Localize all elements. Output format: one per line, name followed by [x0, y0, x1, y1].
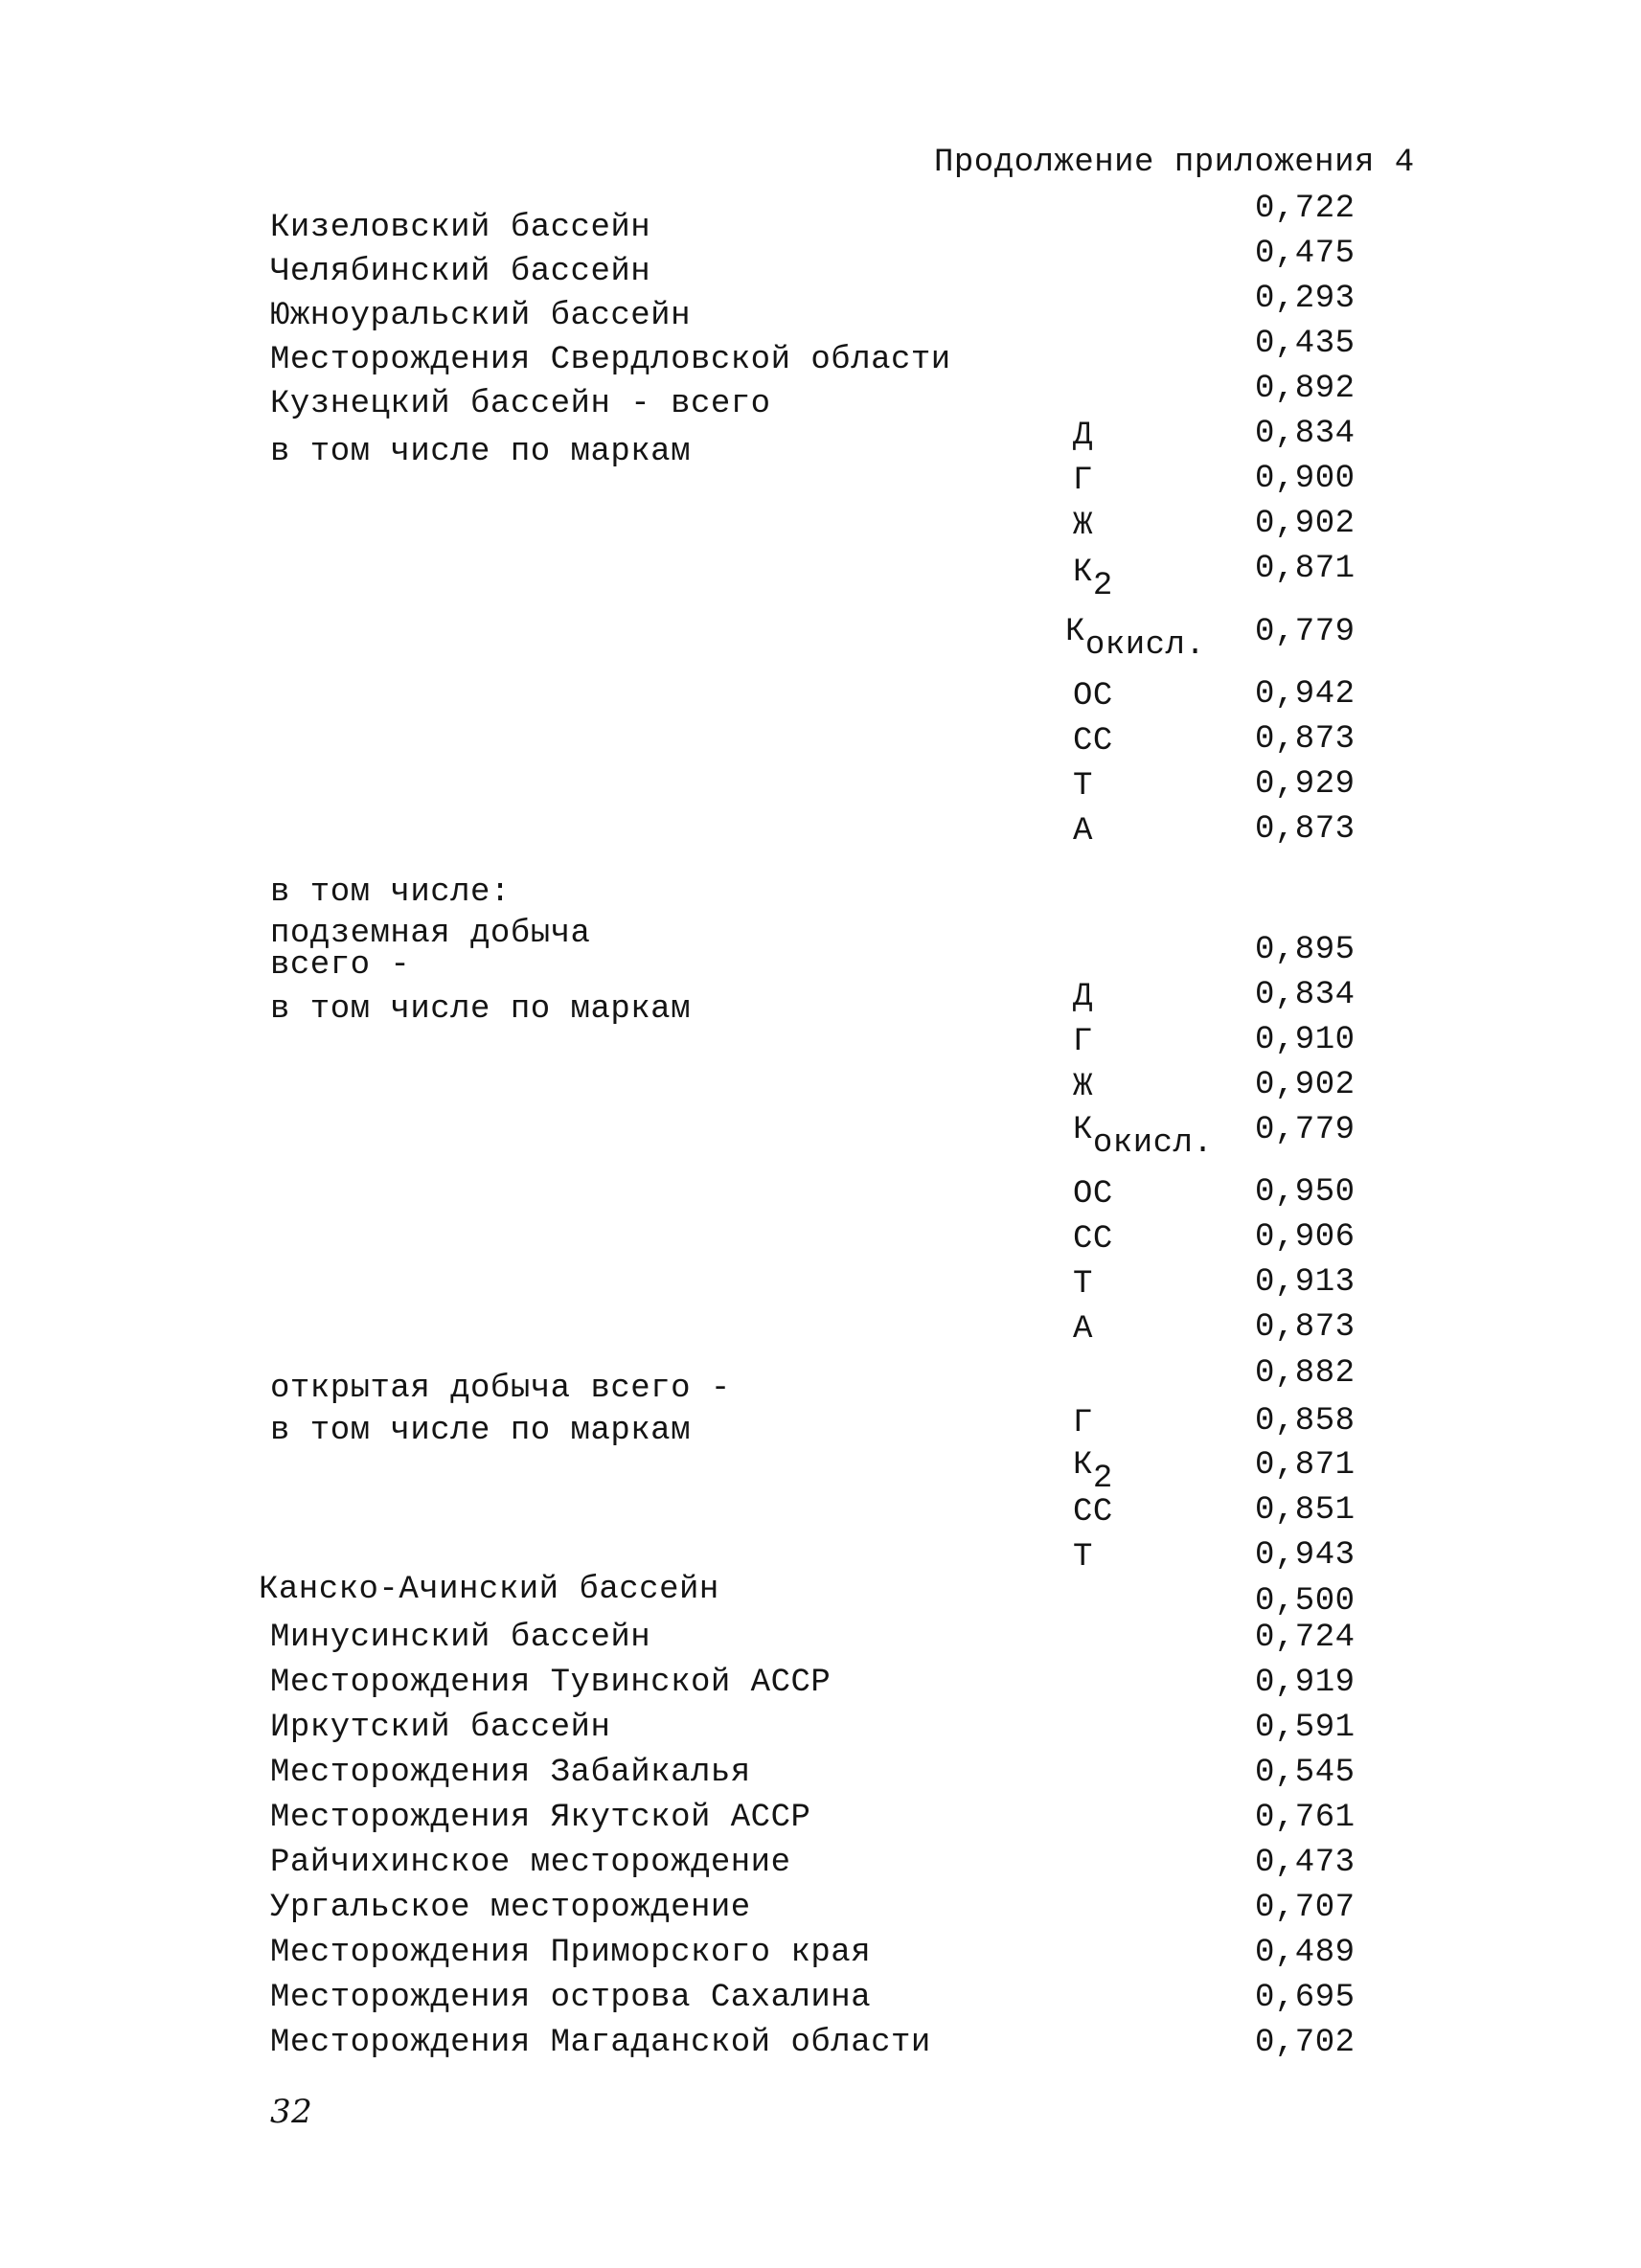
basin-label: Канско-Ачинский бассейн: [259, 1572, 719, 1608]
grade-mark: Ж: [1073, 508, 1093, 544]
grade-value: 0,902: [1255, 1067, 1356, 1103]
grade-mark: А: [1073, 813, 1093, 850]
underground-total-label: всего -: [270, 947, 411, 984]
grade-mark: Г: [1073, 463, 1093, 499]
grade-mark: Кокисл.: [1073, 1112, 1214, 1162]
basin-value: 0,475: [1255, 236, 1356, 272]
by-grade-label: в том числе по маркам: [270, 1413, 691, 1449]
grade-value: 0,929: [1255, 766, 1356, 803]
including-label: в том числе:: [270, 874, 511, 911]
grade-value: 0,910: [1255, 1022, 1356, 1058]
basin-value: 0,702: [1255, 2025, 1356, 2061]
grade-value: 0,873: [1255, 1309, 1356, 1346]
grade-value: 0,834: [1255, 977, 1356, 1013]
grade-mark-subscript: 2: [1092, 1461, 1113, 1497]
basin-label: Месторождения острова Сахалина: [270, 1980, 872, 2016]
grade-value: 0,871: [1255, 1447, 1356, 1484]
basin-label: Южноуральский бассейн: [270, 298, 691, 334]
basin-value: 0,500: [1255, 1583, 1356, 1620]
grade-mark: А: [1073, 1311, 1093, 1348]
grade-mark: Кокисл.: [1065, 614, 1206, 664]
grade-mark: К2: [1073, 1447, 1113, 1497]
basin-value: 0,695: [1255, 1980, 1356, 2016]
basin-value: 0,892: [1255, 371, 1356, 407]
underground-label: подземная добыча: [270, 916, 591, 952]
appendix-continuation-header: Продолжение приложения 4: [934, 145, 1415, 181]
grade-value: 0,779: [1255, 1112, 1356, 1148]
grade-value: 0,942: [1255, 676, 1356, 713]
grade-value: 0,871: [1255, 551, 1356, 587]
basin-label: Месторождения Тувинской АССР: [270, 1665, 832, 1701]
grade-mark-subscript: окисл.: [1092, 1125, 1214, 1162]
basin-value: 0,707: [1255, 1890, 1356, 1926]
grade-value: 0,834: [1255, 416, 1356, 452]
grade-value: 0,906: [1255, 1219, 1356, 1256]
grade-mark: Т: [1073, 768, 1093, 805]
basin-value: 0,722: [1255, 191, 1356, 227]
basin-label: Ургальское месторождение: [270, 1890, 751, 1926]
basin-label: Месторождения Магаданской области: [270, 2025, 931, 2061]
basin-value: 0,473: [1255, 1845, 1356, 1881]
grade-value: 0,873: [1255, 811, 1356, 848]
by-grade-label: в том числе по маркам: [270, 991, 691, 1028]
basin-label: Кузнецкий бассейн - всего: [270, 386, 771, 422]
grade-mark: Д: [1073, 979, 1093, 1015]
basin-value: 0,293: [1255, 281, 1356, 317]
grade-mark-subscript: окисл.: [1084, 627, 1206, 664]
grade-mark: Ж: [1073, 1069, 1093, 1105]
basin-value: 0,435: [1255, 326, 1356, 362]
basin-label: Иркутский бассейн: [270, 1710, 611, 1746]
grade-value: 0,913: [1255, 1264, 1356, 1301]
page-number: 32: [270, 2093, 313, 2131]
grade-mark: Д: [1073, 418, 1093, 454]
basin-label: Месторождения Приморского края: [270, 1935, 872, 1971]
grade-value: 0,873: [1255, 721, 1356, 758]
basin-value: 0,545: [1255, 1755, 1356, 1791]
by-grade-label: в том числе по маркам: [270, 434, 691, 470]
basin-label: Месторождения Свердловской области: [270, 342, 951, 378]
grade-mark: Г: [1073, 1024, 1093, 1060]
grade-mark: ОС: [1073, 678, 1113, 714]
basin-value: 0,724: [1255, 1620, 1356, 1656]
grade-value: 0,943: [1255, 1537, 1356, 1574]
grade-mark-subscript: 2: [1092, 568, 1113, 604]
basin-value: 0,761: [1255, 1800, 1356, 1836]
grade-mark: Г: [1073, 1405, 1093, 1441]
basin-label: Кизеловский бассейн: [270, 210, 651, 246]
grade-mark: СС: [1073, 1221, 1113, 1258]
basin-label: Минусинский бассейн: [270, 1620, 651, 1656]
basin-label: Месторождения Якутской АССР: [270, 1800, 811, 1836]
grade-mark: Т: [1073, 1266, 1093, 1303]
basin-value: 0,591: [1255, 1710, 1356, 1746]
grade-value: 0,900: [1255, 461, 1356, 497]
basin-label: Челябинский бассейн: [270, 254, 651, 290]
underground-total-value: 0,895: [1255, 932, 1356, 968]
grade-value: 0,851: [1255, 1492, 1356, 1529]
basin-label: Райчихинское месторождение: [270, 1845, 791, 1881]
open-pit-total-value: 0,882: [1255, 1355, 1356, 1392]
grade-mark: СС: [1073, 1494, 1113, 1531]
basin-label: Месторождения Забайкалья: [270, 1755, 751, 1791]
grade-mark: СС: [1073, 723, 1113, 760]
grade-value: 0,779: [1255, 614, 1356, 650]
open-pit-label: открытая добыча всего -: [270, 1371, 731, 1407]
grade-mark: Т: [1073, 1539, 1093, 1576]
grade-mark: ОС: [1073, 1176, 1113, 1213]
grade-value: 0,902: [1255, 506, 1356, 542]
basin-value: 0,919: [1255, 1665, 1356, 1701]
grade-value: 0,950: [1255, 1174, 1356, 1211]
basin-value: 0,489: [1255, 1935, 1356, 1971]
grade-mark: К2: [1073, 555, 1113, 604]
grade-value: 0,858: [1255, 1403, 1356, 1440]
